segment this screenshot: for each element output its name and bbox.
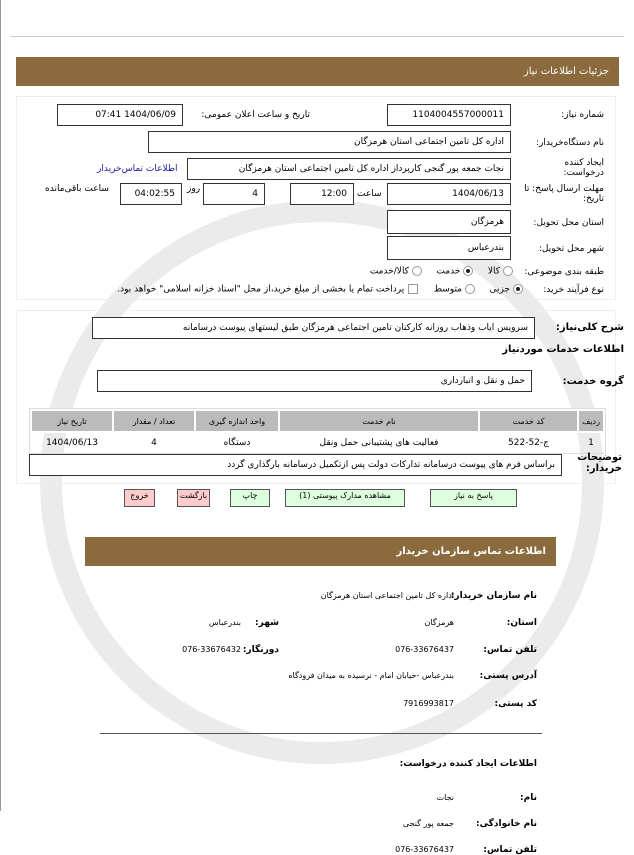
services-title: اطلاعات خدمات موردنیاز xyxy=(502,344,624,355)
city-field: بندرعباس xyxy=(387,236,511,260)
org-value: اداره کل تامین اجتماعی استان هرمزگان xyxy=(320,591,454,600)
radio-medium[interactable] xyxy=(465,284,475,294)
creator-label: ایجاد کننده درخواست: xyxy=(563,158,604,178)
announce-label: تاریخ و ساعت اعلان عمومی: xyxy=(201,110,310,120)
page-title: جزئیات اطلاعات نیاز xyxy=(523,66,609,77)
creator-phone-value: 076-33676437 xyxy=(395,845,454,854)
services-table xyxy=(29,408,606,454)
table-row: 1 ج-52-522 فعالیت های پشتیبانی حمل ونقل دستگاه 4 1404/06/13 xyxy=(46,438,594,448)
days-field: 4 xyxy=(203,183,265,205)
time-label: ساعت xyxy=(357,189,382,199)
contact-header-bar: اطلاعات تماس سازمان خریدار xyxy=(85,537,556,566)
col-row: ردیف xyxy=(578,410,604,432)
radio-minor[interactable] xyxy=(513,284,523,294)
col-date: تاریخ نیاز xyxy=(31,410,113,432)
back-button[interactable]: بازگشت xyxy=(177,489,210,507)
category-label: طبقه بندی موضوعی: xyxy=(524,267,604,277)
service-group-label: گروه خدمت: xyxy=(562,376,624,387)
deadline-date-field: 1404/06/13 xyxy=(387,183,511,205)
top-line xyxy=(10,36,624,37)
summary-field: سرویس ایاب وذهاب روزانه کارکنان تامین اجتماعی هرمزگان طبق لیستهای پیوست درسامانه xyxy=(92,317,535,339)
col-unit: واحد اندازه گیری xyxy=(195,410,279,432)
treasury-payment-checkbox[interactable] xyxy=(408,284,418,294)
category-radio-group: کالا خدمت کالا/خدمت xyxy=(370,266,516,277)
radio-goods-service[interactable] xyxy=(412,266,422,276)
contact-city-value: بندرعباس xyxy=(208,618,241,627)
view-documents-button[interactable]: مشاهده مدارک پیوستی (1) xyxy=(285,489,405,507)
contact-province-value: هرمزگان xyxy=(424,618,454,627)
description-label: توضیحات خریدار: xyxy=(577,452,622,474)
need-number-label: شماره نیاز: xyxy=(561,110,604,120)
payment-note: پرداخت تمام یا بخشی از مبلغ خرید،از محل "اسناد خزانه اسلامی" خواهد بود. xyxy=(117,284,405,295)
address-label: آدرس پستی: xyxy=(479,671,537,681)
org-label: نام سازمان خریدار: xyxy=(450,591,537,601)
deadline-time-field: 12:00 xyxy=(290,183,354,205)
buyer-contact-link[interactable]: اطلاعات تماس‌خریدار xyxy=(97,164,178,174)
name-label: نام: xyxy=(520,793,537,803)
address-value: بندرعباس -خیابان امام - نرسیده به میدان فرودگاه xyxy=(288,671,454,680)
radio-service[interactable] xyxy=(463,266,473,276)
table-header-row xyxy=(31,410,604,432)
buyer-label: نام دستگاه‌خریدار: xyxy=(535,138,604,148)
contact-province-label: استان: xyxy=(506,618,537,628)
description-field: براساس فرم های پیوست درسامانه تدارکات دولت پس ازتکمیل درسامانه بارگذاری گردد xyxy=(29,454,562,476)
remaining-time-field: 04:02:55 xyxy=(120,183,182,205)
deadline-label: مهلت ارسال پاسخ: تا تاریخ: xyxy=(524,184,604,204)
exit-button[interactable]: خروج xyxy=(124,489,155,507)
reply-button[interactable]: پاسخ به نیاز xyxy=(430,489,517,507)
province-label: استان محل تحویل: xyxy=(533,218,604,228)
header-bar xyxy=(16,57,619,86)
family-value: جمعه پور گنجی xyxy=(402,819,454,828)
contact-city-label: شهر: xyxy=(255,618,279,628)
creator-info-title: اطلاعات ایجاد کننده درخواست: xyxy=(399,759,537,769)
postal-label: کد پستی: xyxy=(494,699,537,709)
phone-label: تلفن تماس: xyxy=(483,645,537,655)
process-label: نوع فرآیند خرید: xyxy=(543,285,604,295)
fax-value: 076-33676432 xyxy=(182,645,241,654)
fax-label: دورنگار: xyxy=(242,645,279,655)
buyer-field: اداره کل تامین اجتماعی استان هرمزگان xyxy=(148,131,511,153)
process-radio-group: جزیی متوسط پرداخت تمام یا بخشی از مبلغ خرید،از محل "اسناد خزانه اسلامی" خواهد بود. xyxy=(117,284,526,295)
creator-phone-label: تلفن تماس: xyxy=(483,845,537,855)
service-group-field: حمل و نقل و انبارداری xyxy=(97,370,532,392)
postal-value: 7916993817 xyxy=(403,699,454,708)
summary-label: شرح کلی‌نیاز: xyxy=(555,322,624,333)
announce-field: 1404/06/09 07:41 xyxy=(57,104,183,126)
section-divider xyxy=(100,733,542,734)
city-label: شهر محل تحویل: xyxy=(538,244,604,254)
col-qty: تعداد / مقدار xyxy=(113,410,195,432)
province-field: هرمزگان xyxy=(387,210,511,234)
family-label: نام خانوادگی: xyxy=(475,819,537,829)
col-code: کد خدمت xyxy=(479,410,578,432)
creator-field: نجات جمعه پور گنجی کارپرداز اداره کل تامین اجتماعی استان هرمزگان xyxy=(187,158,511,180)
phone-value: 076-33676437 xyxy=(395,645,454,654)
name-value: نجات xyxy=(436,793,454,802)
remaining-label: ساعت باقی‌مانده xyxy=(45,184,109,194)
col-name: نام خدمت xyxy=(279,410,479,432)
need-number-field: 1104004557000011 xyxy=(387,104,511,126)
radio-goods[interactable] xyxy=(503,266,513,276)
days-label: روز xyxy=(187,184,201,194)
print-button[interactable]: چاپ xyxy=(230,489,270,507)
page-border-left xyxy=(0,0,1,811)
